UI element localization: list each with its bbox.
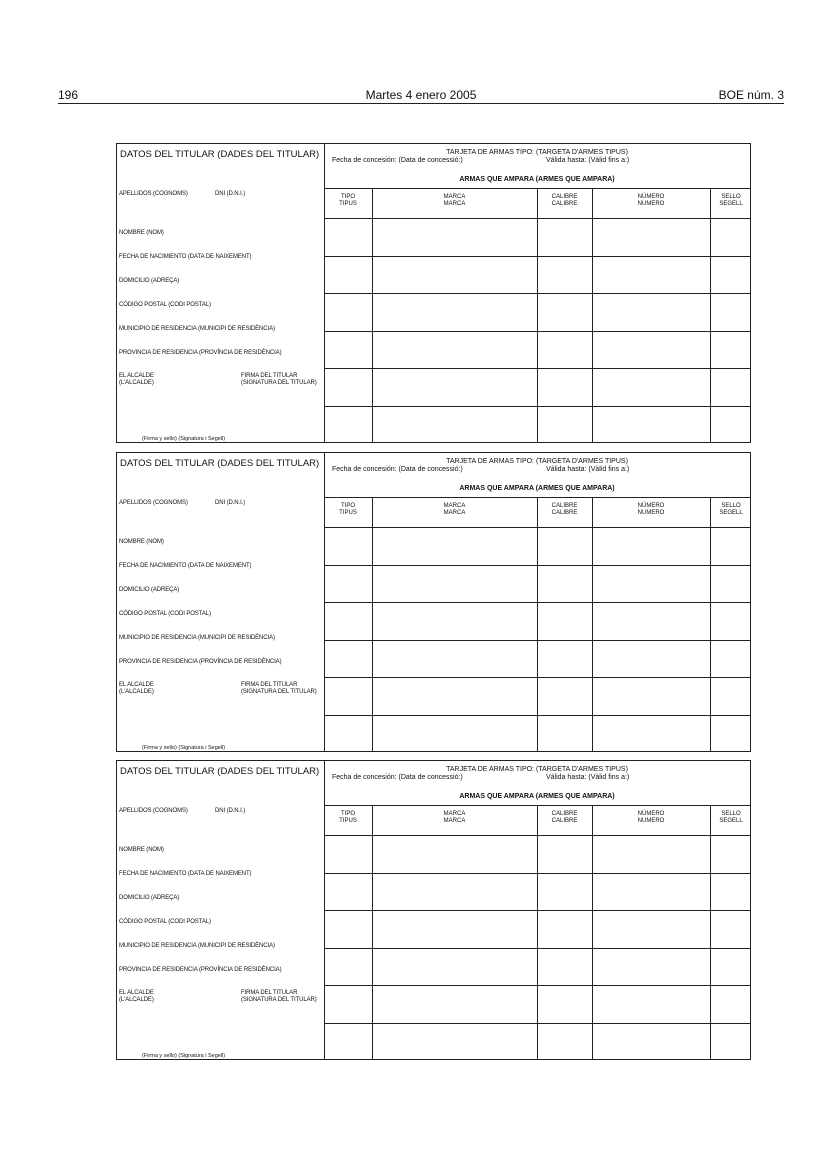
column-header-numero: NÚMERO NUMERO	[637, 503, 665, 516]
column-header-calibre: CALIBRE CALIBRE	[551, 194, 578, 207]
row-divider	[324, 218, 750, 219]
holder-data-panel	[117, 453, 325, 751]
armas-que-ampara-title: ARMAS QUE AMPARA (ARMES QUE AMPARA)	[459, 176, 615, 183]
page-header	[58, 88, 784, 104]
fecha-concesion-label: Fecha de concesión: (Data de concessió:)	[332, 466, 463, 473]
column-header-sello: SELLO SEGELL	[719, 194, 743, 207]
codigo-postal-field: CÓDIGO POSTAL (CODI POSTAL)	[119, 302, 211, 308]
fecha-concesion-label: Fecha de concesión: (Data de concessió:)	[332, 157, 463, 164]
column-divider	[710, 498, 711, 751]
card-type-title: TARJETA DE ARMAS TIPO: (TARGETA D'ARMES TIPUS)	[446, 458, 628, 465]
codigo-postal-field: CÓDIGO POSTAL (CODI POSTAL)	[119, 611, 211, 617]
valida-hasta-label: Válida hasta: (Vàlid fins a:)	[546, 774, 630, 781]
domicilio-field: DOMICILIO (ADREÇA)	[119, 278, 180, 284]
row-divider	[324, 602, 750, 603]
weapons-table	[324, 497, 750, 751]
firma-sello-label: (Firma y sello) (Signatura i Segell)	[142, 745, 226, 751]
weapons-card-panel	[324, 453, 750, 751]
column-divider	[592, 806, 593, 1059]
row-divider	[324, 873, 750, 874]
row-divider	[324, 565, 750, 566]
row-divider	[324, 715, 750, 716]
provincia-field: PROVINCIA DE RESIDENCIA (PROVÍNCIA DE RESIDÈNCIA)	[119, 659, 282, 665]
weapons-card-form	[116, 760, 751, 1060]
firma-sello-label: (Firma y sello) (Signatura i Segell)	[142, 436, 226, 442]
row-divider	[324, 640, 750, 641]
column-header-numero: NÚMERO NUMERO	[637, 811, 665, 824]
row-divider	[324, 406, 750, 407]
provincia-field: PROVINCIA DE RESIDENCIA (PROVÍNCIA DE RESIDÈNCIA)	[119, 967, 282, 973]
firma-titular-field: FIRMA DEL TITULAR (SIGNATURA DEL TITULAR)	[241, 373, 317, 386]
row-divider	[324, 910, 750, 911]
apellidos-field: APELLIDOS (COGNOMS)	[119, 500, 188, 506]
apellidos-field: APELLIDOS (COGNOMS)	[119, 808, 188, 814]
row-divider	[324, 835, 750, 836]
column-header-calibre: CALIBRE CALIBRE	[551, 811, 578, 824]
column-header-calibre: CALIBRE CALIBRE	[551, 503, 578, 516]
column-divider	[372, 806, 373, 1059]
publication-number: BOE núm. 3	[718, 88, 784, 102]
firma-titular-field: FIRMA DEL TITULAR (SIGNATURA DEL TITULAR)	[241, 682, 317, 695]
column-header-marca: MARCA MARCA	[443, 811, 466, 824]
alcalde-field: EL ALCALDE (L'ALCALDE)	[119, 682, 154, 695]
column-divider	[710, 806, 711, 1059]
column-divider	[537, 189, 538, 442]
row-divider	[324, 985, 750, 986]
firma-titular-field: FIRMA DEL TITULAR (SIGNATURA DEL TITULAR)	[241, 990, 317, 1003]
holder-data-title: DATOS DEL TITULAR (DADES DEL TITULAR)	[120, 766, 320, 777]
column-divider	[372, 498, 373, 751]
row-divider	[324, 677, 750, 678]
nombre-field: NOMBRE (NOM)	[119, 230, 164, 236]
holder-data-panel	[117, 144, 325, 442]
weapons-table	[324, 805, 750, 1059]
apellidos-field: APELLIDOS (COGNOMS)	[119, 191, 188, 197]
row-divider	[324, 331, 750, 332]
column-divider	[592, 189, 593, 442]
row-divider	[324, 293, 750, 294]
column-header-sello: SELLO SEGELL	[719, 503, 743, 516]
dni-field: DNI (D.N.I.)	[215, 191, 246, 197]
column-header-sello: SELLO SEGELL	[719, 811, 743, 824]
firma-sello-label: (Firma y sello) (Signatura i Segell)	[142, 1053, 226, 1059]
weapons-card-panel	[324, 144, 750, 442]
page-number: 196	[58, 88, 79, 102]
municipio-field: MUNICIPIO DE RESIDENCIA (MUNICIPI DE RESIDÈNCIA)	[119, 943, 275, 949]
nombre-field: NOMBRE (NOM)	[119, 539, 164, 545]
valida-hasta-label: Válida hasta: (Vàlid fins a:)	[546, 466, 630, 473]
row-divider	[324, 527, 750, 528]
dni-field: DNI (D.N.I.)	[215, 808, 246, 814]
armas-que-ampara-title: ARMAS QUE AMPARA (ARMES QUE AMPARA)	[459, 793, 615, 800]
weapons-card-form	[116, 143, 751, 443]
column-divider	[592, 498, 593, 751]
card-type-title: TARJETA DE ARMAS TIPO: (TARGETA D'ARMES TIPUS)	[446, 149, 628, 156]
fecha-nacimiento-field: FECHA DE NACIMIENTO (DATA DE NAIXEMENT)	[119, 254, 252, 260]
municipio-field: MUNICIPIO DE RESIDENCIA (MUNICIPI DE RESIDÈNCIA)	[119, 326, 275, 332]
alcalde-field: EL ALCALDE (L'ALCALDE)	[119, 373, 154, 386]
column-header-tipo: TIPO TIPUS	[339, 503, 357, 516]
alcalde-field: EL ALCALDE (L'ALCALDE)	[119, 990, 154, 1003]
armas-que-ampara-title: ARMAS QUE AMPARA (ARMES QUE AMPARA)	[459, 485, 615, 492]
column-header-numero: NÚMERO NUMERO	[637, 194, 665, 207]
codigo-postal-field: CÓDIGO POSTAL (CODI POSTAL)	[119, 919, 211, 925]
column-header-tipo: TIPO TIPUS	[339, 194, 357, 207]
holder-data-panel	[117, 761, 325, 1059]
weapons-card-form	[116, 452, 751, 752]
holder-data-title: DATOS DEL TITULAR (DADES DEL TITULAR)	[120, 149, 320, 160]
domicilio-field: DOMICILIO (ADREÇA)	[119, 895, 180, 901]
provincia-field: PROVINCIA DE RESIDENCIA (PROVÍNCIA DE RESIDÈNCIA)	[119, 350, 282, 356]
card-type-title: TARJETA DE ARMAS TIPO: (TARGETA D'ARMES TIPUS)	[446, 766, 628, 773]
column-header-marca: MARCA MARCA	[443, 194, 466, 207]
dni-field: DNI (D.N.I.)	[215, 500, 246, 506]
holder-data-title: DATOS DEL TITULAR (DADES DEL TITULAR)	[120, 458, 320, 469]
publication-date: Martes 4 enero 2005	[365, 88, 477, 102]
column-header-tipo: TIPO TIPUS	[339, 811, 357, 824]
column-divider	[710, 189, 711, 442]
column-divider	[372, 189, 373, 442]
column-header-marca: MARCA MARCA	[443, 503, 466, 516]
fecha-nacimiento-field: FECHA DE NACIMIENTO (DATA DE NAIXEMENT)	[119, 563, 252, 569]
nombre-field: NOMBRE (NOM)	[119, 847, 164, 853]
weapons-card-panel	[324, 761, 750, 1059]
row-divider	[324, 948, 750, 949]
row-divider	[324, 256, 750, 257]
row-divider	[324, 368, 750, 369]
domicilio-field: DOMICILIO (ADREÇA)	[119, 587, 180, 593]
row-divider	[324, 1023, 750, 1024]
weapons-table	[324, 188, 750, 442]
column-divider	[537, 806, 538, 1059]
valida-hasta-label: Válida hasta: (Vàlid fins a:)	[546, 157, 630, 164]
fecha-nacimiento-field: FECHA DE NACIMIENTO (DATA DE NAIXEMENT)	[119, 871, 252, 877]
column-divider	[537, 498, 538, 751]
municipio-field: MUNICIPIO DE RESIDENCIA (MUNICIPI DE RESIDÈNCIA)	[119, 635, 275, 641]
fecha-concesion-label: Fecha de concesión: (Data de concessió:)	[332, 774, 463, 781]
